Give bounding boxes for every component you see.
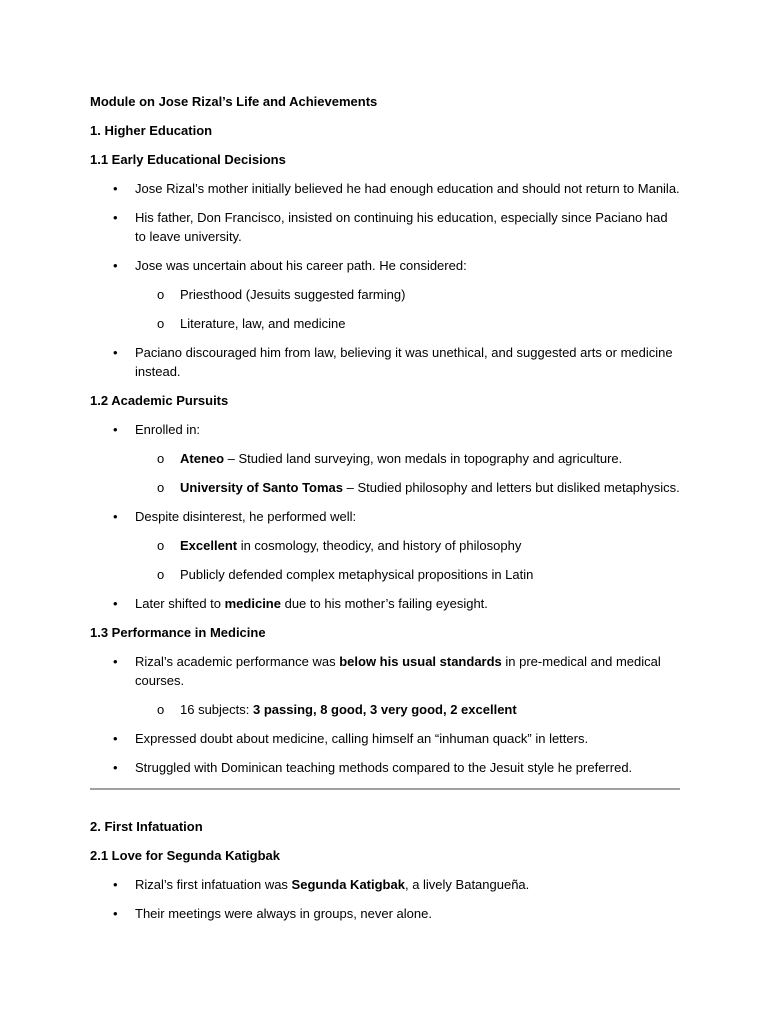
bullet-item: • Struggled with Dominican teaching methods compared to the Jesuit style he preferred. <box>90 758 680 777</box>
subsection-heading-academic-pursuits: 1.2 Academic Pursuits <box>90 393 229 408</box>
sub-bullet-item: o Publicly defended complex metaphysical propositions in Latin <box>135 565 680 584</box>
section-heading-first-infatuation: 2. First Infatuation <box>90 819 203 834</box>
sub-bullet-list <box>135 449 680 497</box>
document-title: Module on Jose Rizal’s Life and Achievements <box>90 94 378 109</box>
sub-bullet-item: o Excellent in cosmology, theodicy, and history of philosophy <box>135 536 680 555</box>
horizontal-divider <box>90 788 680 790</box>
sub-bullet-list <box>135 536 680 584</box>
bullet-item: • Jose Rizal’s mother initially believed he had enough education and should not return to Manila. <box>90 179 680 198</box>
bullet-list <box>90 179 680 381</box>
bullet-list <box>90 652 680 777</box>
bullet-item: • Their meetings were always in groups, never alone. <box>90 904 680 923</box>
bullet-item: • Paciano discouraged him from law, believing it was unethical, and suggested arts or medicine instead. <box>90 343 680 381</box>
bullet-item: • Jose was uncertain about his career path. He considered: o Priesthood (Jesuits suggested farming) o Literature, law, and medicine <box>90 256 680 333</box>
sub-bullet-item: o Priesthood (Jesuits suggested farming) <box>135 285 680 304</box>
bullet-item: • Enrolled in: o Ateneo – Studied land surveying, won medals in topography and agriculture. o University of Santo Tomas – Studied philosophy and letters but disliked metaphysics. <box>90 420 680 497</box>
sub-bullet-item: o Literature, law, and medicine <box>135 314 680 333</box>
sub-bullet-item: o 16 subjects: 3 passing, 8 good, 3 very good, 2 excellent <box>135 700 680 719</box>
sub-bullet-list <box>135 285 680 333</box>
sub-bullet-item: o University of Santo Tomas – Studied philosophy and letters but disliked metaphysics. <box>135 478 680 497</box>
bullet-item: • His father, Don Francisco, insisted on continuing his education, especially since Paciano had to leave university. <box>90 208 680 246</box>
subsection-heading-segunda-katigbak: 2.1 Love for Segunda Katigbak <box>90 848 280 863</box>
subsection-heading-performance-medicine: 1.3 Performance in Medicine <box>90 625 266 640</box>
subsection-heading-early-decisions: 1.1 Early Educational Decisions <box>90 152 286 167</box>
sub-bullet-list <box>135 700 680 719</box>
bullet-item: • Rizal’s first infatuation was Segunda Katigbak, a lively Batangueña. <box>90 875 680 894</box>
bullet-list <box>90 420 680 613</box>
section-heading-higher-education: 1. Higher Education <box>90 123 213 138</box>
bullet-item: • Expressed doubt about medicine, calling himself an “inhuman quack” in letters. <box>90 729 680 748</box>
bullet-item: • Despite disinterest, he performed well: o Excellent in cosmology, theodicy, and history of philosophy o Publicly defended complex metaphysical propositions in Latin <box>90 507 680 584</box>
document-body <box>90 92 680 933</box>
bullet-list <box>90 875 680 923</box>
bullet-item: • Rizal’s academic performance was below his usual standards in pre-medical and medical courses. o 16 subjects: 3 passing, 8 good, 3 very good, 2 excellent <box>90 652 680 719</box>
sub-bullet-item: o Ateneo – Studied land surveying, won medals in topography and agriculture. <box>135 449 680 468</box>
bullet-item: • Later shifted to medicine due to his mother’s failing eyesight. <box>90 594 680 613</box>
